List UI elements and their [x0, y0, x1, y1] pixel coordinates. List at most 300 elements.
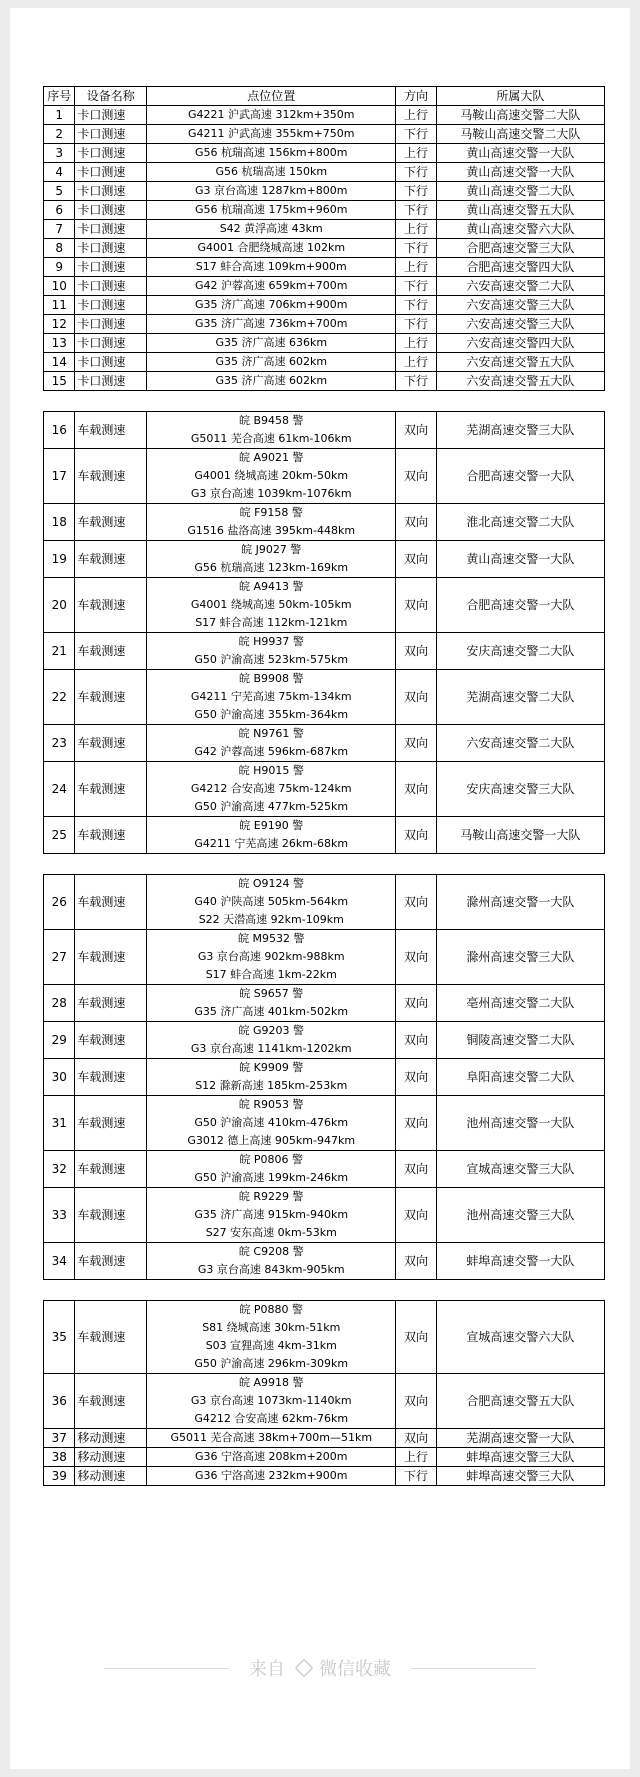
cell-direction: 双向: [396, 985, 436, 1022]
table-row: [44, 220, 605, 239]
cell-direction: 下行: [396, 163, 436, 182]
location-line: G36 宁洛高速 232km+900m: [194, 1469, 348, 1482]
table-section-3: [43, 874, 605, 1280]
location-line: G56 杭瑞高速 123km-169km: [194, 561, 349, 574]
cell-device-type: 卡口测速: [75, 315, 147, 334]
location-line: G1516 盐洛高速 395km-448km: [187, 524, 356, 537]
location-line: G42 沪蓉高速 659km+700m: [194, 279, 348, 292]
location-line: G50 沪渝高速 296km-309km: [194, 1357, 349, 1370]
location-line: G50 沪渝高速 523km-575km: [194, 653, 349, 666]
cell-direction: 下行: [396, 315, 436, 334]
cell-no: 12: [44, 315, 75, 334]
table-row: [44, 633, 605, 670]
cell-location: [147, 817, 396, 854]
cell-no: 1: [44, 106, 75, 125]
table-row: [44, 985, 605, 1022]
location-line: S03 宣狸高速 4km-31km: [205, 1339, 337, 1352]
cell-location: [147, 125, 396, 144]
cell-direction: 下行: [396, 372, 436, 391]
location-line: G3 京台高速 843km-905km: [197, 1263, 345, 1276]
cell-unit: 芜湖高速交警三大队: [436, 412, 604, 449]
location-line: 皖 C9208 警: [238, 1245, 304, 1258]
cell-unit: 蚌埠高速交警三大队: [436, 1467, 604, 1486]
location-line: 皖 H9937 警: [238, 635, 304, 648]
cell-unit: 宣城高速交警六大队: [436, 1301, 604, 1374]
cell-no: 39: [44, 1467, 75, 1486]
cell-location: [147, 1374, 396, 1429]
cell-direction: 双向: [396, 1059, 436, 1096]
location-line: G50 沪渝高速 199km-246km: [194, 1171, 349, 1184]
cell-unit: 合肥高速交警三大队: [436, 239, 604, 258]
table-row: [44, 817, 605, 854]
cell-direction: 双向: [396, 1243, 436, 1280]
cell-direction: 双向: [396, 412, 436, 449]
cell-direction: 双向: [396, 578, 436, 633]
location-line: S27 安东高速 0km-53km: [205, 1226, 337, 1239]
table-section-2: [43, 411, 605, 854]
location-line: G42 沪蓉高速 596km-687km: [194, 745, 349, 758]
cell-device-type: 车载测速: [75, 725, 147, 762]
table-row: [44, 372, 605, 391]
cube-icon: [294, 1658, 313, 1677]
cell-no: 21: [44, 633, 75, 670]
cell-direction: 双向: [396, 670, 436, 725]
location-line: 皖 P0880 警: [239, 1303, 304, 1316]
cell-no: 31: [44, 1096, 75, 1151]
cell-no: 28: [44, 985, 75, 1022]
location-line: G56 杭瑞高速 156km+800m: [194, 146, 348, 159]
table-row: [44, 1022, 605, 1059]
cell-location: [147, 670, 396, 725]
cell-unit: 安庆高速交警二大队: [436, 633, 604, 670]
cell-unit: 黄山高速交警一大队: [436, 541, 604, 578]
header-direction: 方向: [396, 87, 436, 106]
cell-direction: 双向: [396, 633, 436, 670]
cell-direction: 双向: [396, 875, 436, 930]
location-line: 皖 P0806 警: [239, 1153, 304, 1166]
location-line: S42 黄浮高速 43km: [219, 222, 323, 235]
cell-unit: 亳州高速交警二大队: [436, 985, 604, 1022]
cell-device-type: 卡口测速: [75, 201, 147, 220]
cell-no: 25: [44, 817, 75, 854]
table-row: [44, 353, 605, 372]
cell-device-type: 车载测速: [75, 1301, 147, 1374]
cell-direction: 下行: [396, 239, 436, 258]
cell-device-type: 车载测速: [75, 1374, 147, 1429]
cell-location: [147, 163, 396, 182]
cell-location: [147, 258, 396, 277]
location-line: 皖 K9909 警: [239, 1061, 304, 1074]
cell-no: 33: [44, 1188, 75, 1243]
cell-location: [147, 144, 396, 163]
table-row: [44, 1243, 605, 1280]
location-line: 皖 M9532 警: [238, 932, 305, 945]
cell-location: [147, 1188, 396, 1243]
cell-direction: 双向: [396, 725, 436, 762]
table-row: [44, 1429, 605, 1448]
footer-divider-right: [411, 1668, 536, 1669]
cell-no: 10: [44, 277, 75, 296]
cell-no: 18: [44, 504, 75, 541]
cell-device-type: 车载测速: [75, 1022, 147, 1059]
cell-no: 15: [44, 372, 75, 391]
cell-device-type: 卡口测速: [75, 372, 147, 391]
cell-location: [147, 449, 396, 504]
cell-device-type: 移动测速: [75, 1429, 147, 1448]
cell-device-type: 卡口测速: [75, 106, 147, 125]
cell-unit: 蚌埠高速交警三大队: [436, 1448, 604, 1467]
location-line: G4001 合肥绕城高速 102km: [197, 241, 346, 254]
location-line: G4211 宁芜高速 26km-68km: [194, 837, 349, 850]
cell-direction: 上行: [396, 106, 436, 125]
table-row: [44, 504, 605, 541]
cell-device-type: 车载测速: [75, 449, 147, 504]
cell-device-type: 车载测速: [75, 1096, 147, 1151]
cell-no: 11: [44, 296, 75, 315]
cell-device-type: 卡口测速: [75, 125, 147, 144]
cell-unit: 六安高速交警三大队: [436, 315, 604, 334]
cell-location: [147, 220, 396, 239]
cell-direction: 双向: [396, 930, 436, 985]
table-row: [44, 1188, 605, 1243]
cell-direction: 下行: [396, 182, 436, 201]
cell-device-type: 车载测速: [75, 817, 147, 854]
location-line: 皖 B9908 警: [238, 672, 304, 685]
cell-location: [147, 762, 396, 817]
location-line: G50 沪渝高速 410km-476km: [194, 1116, 349, 1129]
cell-location: [147, 315, 396, 334]
section-gap: [43, 1280, 605, 1300]
cell-no: 4: [44, 163, 75, 182]
table-row: [44, 1467, 605, 1486]
table-row: [44, 125, 605, 144]
location-line: 皖 G9203 警: [238, 1024, 304, 1037]
location-line: G56 杭瑞高速 175km+960m: [194, 203, 348, 216]
cell-device-type: 卡口测速: [75, 144, 147, 163]
cell-no: 32: [44, 1151, 75, 1188]
table-row: [44, 163, 605, 182]
table-row: [44, 334, 605, 353]
cell-no: 27: [44, 930, 75, 985]
table-row: [44, 277, 605, 296]
cell-device-type: 移动测速: [75, 1467, 147, 1486]
location-line: G35 济广高速 915km-940km: [194, 1208, 349, 1221]
cell-unit: 马鞍山高速交警二大队: [436, 125, 604, 144]
cell-location: [147, 985, 396, 1022]
cell-unit: 宣城高速交警三大队: [436, 1151, 604, 1188]
table-row: [44, 541, 605, 578]
cell-location: [147, 372, 396, 391]
cell-location: [147, 1059, 396, 1096]
cell-direction: 双向: [396, 1374, 436, 1429]
table-row: [44, 1448, 605, 1467]
cell-no: 7: [44, 220, 75, 239]
cell-no: 6: [44, 201, 75, 220]
cell-direction: 上行: [396, 144, 436, 163]
cell-location: [147, 1301, 396, 1374]
location-line: G4001 绕城高速 20km-50km: [194, 469, 349, 482]
cell-location: [147, 504, 396, 541]
cell-location: [147, 1151, 396, 1188]
cell-no: 38: [44, 1448, 75, 1467]
cell-device-type: 卡口测速: [75, 220, 147, 239]
table-row: [44, 1151, 605, 1188]
cell-location: [147, 296, 396, 315]
cell-device-type: 车载测速: [75, 1188, 147, 1243]
cell-direction: 下行: [396, 125, 436, 144]
cell-direction: 下行: [396, 1467, 436, 1486]
cell-no: 3: [44, 144, 75, 163]
cell-unit: 池州高速交警一大队: [436, 1096, 604, 1151]
cell-unit: 池州高速交警三大队: [436, 1188, 604, 1243]
table-row: [44, 875, 605, 930]
table-row: [44, 1059, 605, 1096]
location-line: G40 沪陕高速 505km-564km: [194, 895, 349, 908]
location-line: S17 蚌合高速 109km+900m: [195, 260, 347, 273]
cell-direction: 双向: [396, 762, 436, 817]
cell-location: [147, 1448, 396, 1467]
cell-unit: 黄山高速交警一大队: [436, 163, 604, 182]
location-line: S22 天潜高速 92km-109km: [198, 913, 344, 926]
location-line: G4221 沪武高速 312km+350m: [187, 108, 355, 121]
cell-device-type: 卡口测速: [75, 163, 147, 182]
location-line: 皖 A9021 警: [238, 451, 304, 464]
cell-location: [147, 1096, 396, 1151]
cell-unit: 蚌埠高速交警一大队: [436, 1243, 604, 1280]
cell-location: [147, 106, 396, 125]
cell-direction: 双向: [396, 449, 436, 504]
cell-direction: 双向: [396, 1151, 436, 1188]
cell-device-type: 卡口测速: [75, 182, 147, 201]
cell-location: [147, 201, 396, 220]
cell-direction: 下行: [396, 296, 436, 315]
table-row: [44, 762, 605, 817]
location-line: S12 滁新高速 185km-253km: [195, 1079, 348, 1092]
location-line: 皖 A9413 警: [238, 580, 304, 593]
cell-device-type: 卡口测速: [75, 353, 147, 372]
cell-unit: 马鞍山高速交警二大队: [436, 106, 604, 125]
cell-device-type: 车载测速: [75, 930, 147, 985]
cell-direction: 双向: [396, 541, 436, 578]
location-line: G3 京台高速 1141km-1202km: [190, 1042, 352, 1055]
table-row: [44, 239, 605, 258]
cell-device-type: 车载测速: [75, 985, 147, 1022]
table-row: [44, 449, 605, 504]
location-line: 皖 A9918 警: [238, 1376, 304, 1389]
location-line: G4001 绕城高速 50km-105km: [190, 598, 352, 611]
cell-direction: 上行: [396, 1448, 436, 1467]
cell-device-type: 车载测速: [75, 1151, 147, 1188]
cell-device-type: 车载测速: [75, 633, 147, 670]
cell-direction: 双向: [396, 1188, 436, 1243]
cell-no: 19: [44, 541, 75, 578]
cell-no: 36: [44, 1374, 75, 1429]
table-row: [44, 1301, 605, 1374]
speed-camera-sheet: [43, 86, 605, 1486]
location-line: G4212 合安高速 75km-124km: [190, 782, 352, 795]
location-line: G35 济广高速 602km: [215, 374, 328, 387]
cell-direction: 上行: [396, 258, 436, 277]
cell-unit: 黄山高速交警六大队: [436, 220, 604, 239]
cell-unit: 芜湖高速交警一大队: [436, 1429, 604, 1448]
cell-no: 29: [44, 1022, 75, 1059]
cell-unit: 六安高速交警四大队: [436, 334, 604, 353]
location-line: G3 京台高速 1039km-1076km: [190, 487, 352, 500]
cell-device-type: 车载测速: [75, 1243, 147, 1280]
header-type: 设备名称: [75, 87, 147, 106]
table-row: [44, 670, 605, 725]
cell-direction: 双向: [396, 1429, 436, 1448]
cell-direction: 双向: [396, 504, 436, 541]
cell-location: [147, 578, 396, 633]
cell-device-type: 卡口测速: [75, 258, 147, 277]
cell-direction: 上行: [396, 353, 436, 372]
cell-device-type: 车载测速: [75, 670, 147, 725]
header-no: 序号: [44, 87, 75, 106]
location-line: 皖 R9053 警: [238, 1098, 304, 1111]
cell-no: 20: [44, 578, 75, 633]
cell-no: 23: [44, 725, 75, 762]
cell-no: 16: [44, 412, 75, 449]
cell-direction: 下行: [396, 277, 436, 296]
document-card: [10, 8, 630, 1769]
location-line: S17 蚌合高速 112km-121km: [195, 616, 348, 629]
location-line: G36 宁洛高速 208km+200m: [194, 1450, 348, 1463]
cell-no: 37: [44, 1429, 75, 1448]
cell-location: [147, 353, 396, 372]
cell-no: 13: [44, 334, 75, 353]
location-line: G35 济广高速 736km+700m: [194, 317, 348, 330]
cell-no: 2: [44, 125, 75, 144]
cell-unit: 合肥高速交警一大队: [436, 449, 604, 504]
location-line: G3 京台高速 1073km-1140km: [190, 1394, 352, 1407]
cell-no: 9: [44, 258, 75, 277]
location-line: G5011 芜合高速 61km-106km: [190, 432, 352, 445]
location-line: 皖 S9657 警: [239, 987, 304, 1000]
location-line: 皖 R9229 警: [238, 1190, 304, 1203]
cell-device-type: 卡口测速: [75, 239, 147, 258]
location-line: G5011 芜合高速 38km+700m—51km: [170, 1431, 373, 1444]
cell-unit: 六安高速交警二大队: [436, 277, 604, 296]
cell-no: 22: [44, 670, 75, 725]
cell-direction: 上行: [396, 334, 436, 353]
cell-location: [147, 277, 396, 296]
cell-unit: 黄山高速交警五大队: [436, 201, 604, 220]
cell-location: [147, 239, 396, 258]
cell-device-type: 卡口测速: [75, 296, 147, 315]
table-row: [44, 930, 605, 985]
cell-no: 26: [44, 875, 75, 930]
location-line: 皖 J9027 警: [241, 543, 302, 556]
table-row: [44, 412, 605, 449]
cell-unit: 马鞍山高速交警一大队: [436, 817, 604, 854]
location-line: G35 济广高速 401km-502km: [194, 1005, 349, 1018]
location-line: 皖 O9124 警: [238, 877, 305, 890]
cell-unit: 六安高速交警五大队: [436, 353, 604, 372]
location-line: G4211 沪武高速 355km+750m: [187, 127, 355, 140]
cell-unit: 六安高速交警二大队: [436, 725, 604, 762]
cell-device-type: 车载测速: [75, 762, 147, 817]
cell-no: 24: [44, 762, 75, 817]
footer: [10, 1653, 630, 1683]
cell-unit: 安庆高速交警三大队: [436, 762, 604, 817]
cell-no: 30: [44, 1059, 75, 1096]
cell-direction: 双向: [396, 1022, 436, 1059]
location-line: G56 杭瑞高速 150km: [215, 165, 328, 178]
footer-prefix: 来自: [249, 1659, 285, 1680]
location-line: G50 沪渝高速 477km-525km: [194, 800, 349, 813]
cell-device-type: 车载测速: [75, 541, 147, 578]
header-location: 点位位置: [147, 87, 396, 106]
table-row: [44, 1374, 605, 1429]
cell-unit: 淮北高速交警二大队: [436, 504, 604, 541]
cell-unit: 滁州高速交警三大队: [436, 930, 604, 985]
header-unit: 所属大队: [436, 87, 604, 106]
location-line: 皖 B9458 警: [238, 414, 304, 427]
cell-no: 35: [44, 1301, 75, 1374]
cell-device-type: 卡口测速: [75, 334, 147, 353]
section-gap: [43, 391, 605, 411]
cell-location: [147, 1022, 396, 1059]
cell-no: 14: [44, 353, 75, 372]
cell-location: [147, 1429, 396, 1448]
table-row: [44, 144, 605, 163]
table-row: [44, 315, 605, 334]
cell-direction: 上行: [396, 220, 436, 239]
cell-location: [147, 1467, 396, 1486]
cell-direction: 双向: [396, 1096, 436, 1151]
cell-location: [147, 875, 396, 930]
cell-location: [147, 1243, 396, 1280]
table-section-4: [43, 1300, 605, 1486]
cell-device-type: 车载测速: [75, 504, 147, 541]
location-line: G35 济广高速 706km+900m: [194, 298, 348, 311]
cell-no: 17: [44, 449, 75, 504]
location-line: 皖 F9158 警: [239, 506, 303, 519]
section-gap: [43, 854, 605, 874]
cell-no: 34: [44, 1243, 75, 1280]
cell-unit: 六安高速交警五大队: [436, 372, 604, 391]
location-line: G3 京台高速 1287km+800m: [194, 184, 348, 197]
cell-device-type: 卡口测速: [75, 277, 147, 296]
cell-location: [147, 412, 396, 449]
location-line: G4212 合安高速 62km-76km: [194, 1412, 349, 1425]
cell-location: [147, 725, 396, 762]
cell-device-type: 车载测速: [75, 875, 147, 930]
location-line: G3012 德上高速 905km-947km: [187, 1134, 356, 1147]
cell-direction: 下行: [396, 201, 436, 220]
cell-location: [147, 182, 396, 201]
cell-unit: 六安高速交警三大队: [436, 296, 604, 315]
cell-unit: 阜阳高速交警二大队: [436, 1059, 604, 1096]
cell-no: 5: [44, 182, 75, 201]
location-line: G35 济广高速 636km: [215, 336, 328, 349]
cell-unit: 滁州高速交警一大队: [436, 875, 604, 930]
table-section-1: [43, 86, 605, 391]
table-row: [44, 296, 605, 315]
cell-location: [147, 541, 396, 578]
cell-location: [147, 930, 396, 985]
cell-device-type: 车载测速: [75, 1059, 147, 1096]
location-line: S17 蚌合高速 1km-22km: [205, 968, 337, 981]
cell-device-type: 车载测速: [75, 578, 147, 633]
location-line: S81 绕城高速 30km-51km: [202, 1321, 341, 1334]
header-row: [44, 87, 605, 106]
location-line: 皖 E9190 警: [239, 819, 304, 832]
cell-unit: 铜陵高速交警二大队: [436, 1022, 604, 1059]
location-line: G35 济广高速 602km: [215, 355, 328, 368]
cell-unit: 合肥高速交警五大队: [436, 1374, 604, 1429]
